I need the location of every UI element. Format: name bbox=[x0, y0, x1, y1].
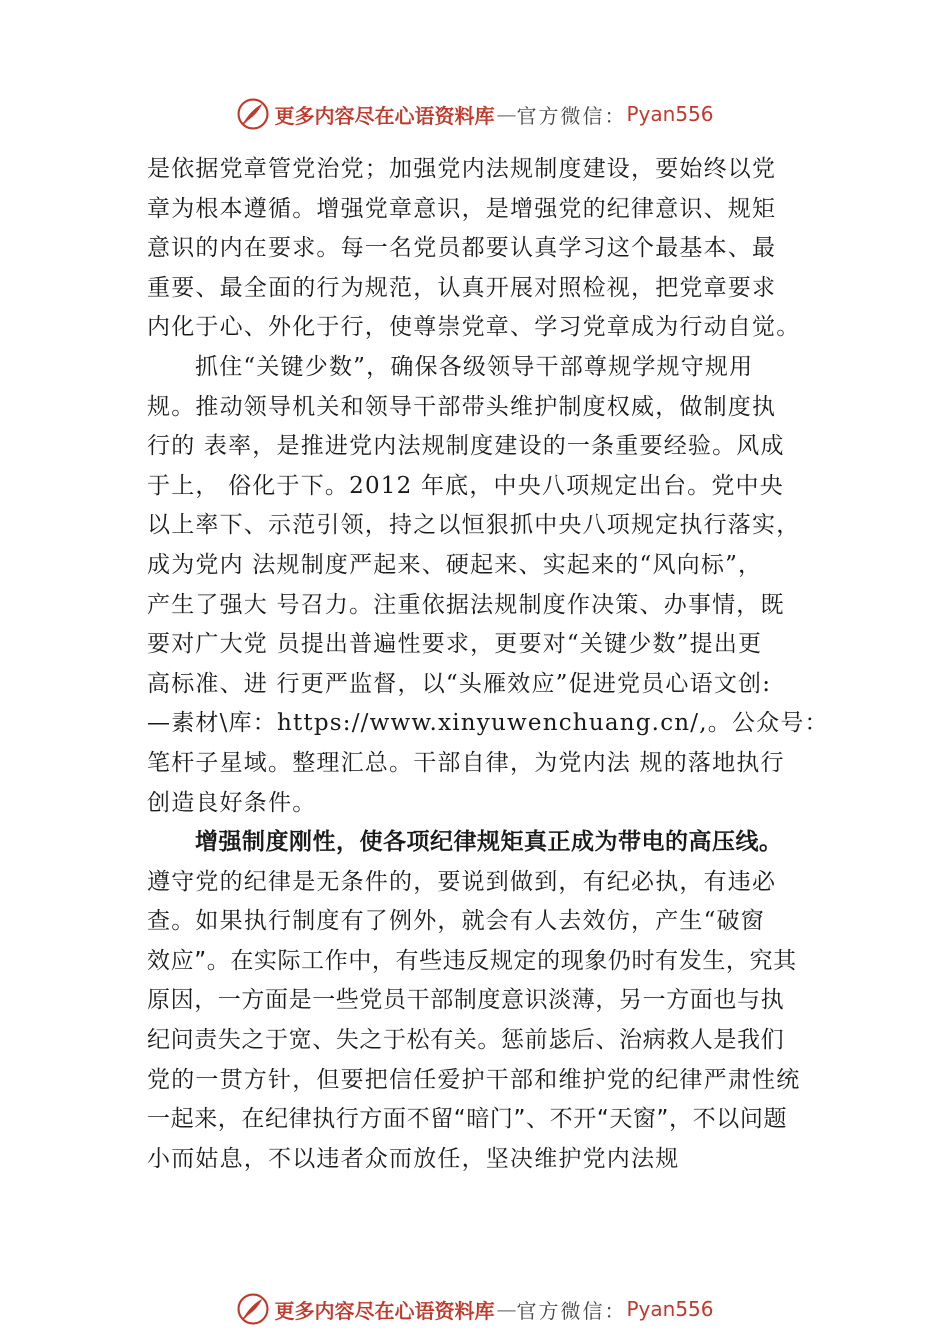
body-text-line: 是依据党章管党治党；加强党内法规制度建设，要始终以党 bbox=[147, 156, 777, 182]
section-heading-line: 增强制度刚性，使各项纪律规矩真正成为带电的高压线。 bbox=[195, 829, 783, 856]
body-text-line: 意识的内在要求。每一名党员都要认真学习这个最基本、最 bbox=[147, 235, 777, 262]
body-text-line: 高标准、进 行更严监督，以“头雁效应”促进党员心语文创: bbox=[147, 670, 772, 697]
body-text-line: 查。如果执行制度有了例外，就会有人去效仿，产生“破窗 bbox=[147, 908, 765, 935]
body-text-line: 内化于心、外化于行，使尊崇党章、学习党章成为行动自觉。 bbox=[147, 314, 801, 341]
body-text-line: 遵守党的纪律是无条件的，要说到做到，有纪必执，有违必 bbox=[147, 868, 777, 895]
body-text-line: 章为根本遵循。增强党章意识，是增强党的纪律意识、规矩 bbox=[147, 195, 777, 222]
body-text-line: 行的 表率，是推进党内法规制度建设的一条重要经验。风成 bbox=[147, 433, 785, 460]
quill-logo-icon bbox=[236, 97, 270, 131]
body-text-line: 创造良好条件。 bbox=[147, 789, 317, 816]
body-text-line: 重要、最全面的行为规范，认真开展对照检视，把党章要求 bbox=[147, 274, 777, 301]
quill-logo-icon bbox=[236, 1292, 270, 1326]
body-text-line: 于上， 俗化于下。2012 年底，中央八项规定出台。党中央 bbox=[147, 472, 784, 499]
body-text-line: 纪问责失之于宽、失之于松有关。惩前毖后、治病救人是我们 bbox=[147, 1027, 785, 1054]
banner-wechat-id: Pyan556 bbox=[626, 102, 714, 126]
body-text-line: 产生了强大 号召力。注重依据法规制度作决策、办事情，既 bbox=[147, 591, 785, 618]
banner-wechat-label: 官方微信： bbox=[516, 103, 627, 128]
body-text-line: 小而姑息，不以违者众而放任，坚决维护党内法规 bbox=[147, 1145, 680, 1172]
body-text-line: 抓住“关键少数”，确保各级领导干部尊规学规守规用 bbox=[195, 353, 754, 380]
body-text-line: 要对广大党 员提出普遍性要求，更要对“关键少数”提出更 bbox=[147, 631, 763, 658]
body-text-line: 原因，一方面是一些党员干部制度意识淡薄，另一方面也与执 bbox=[147, 987, 785, 1014]
body-text-line: 以上率下、示范引领，持之以恒狠抓中央八项规定执行落实， bbox=[147, 512, 801, 539]
body-text-line: 规。推动领导机关和领导干部带头维护制度权威，做制度执 bbox=[147, 393, 777, 420]
document-body bbox=[147, 150, 837, 1179]
body-text-line: 效应”。在实际工作中，有些违反规定的现象仍时有发生，究其 bbox=[147, 947, 797, 974]
banner-title: 更多内容尽在心语资料库 bbox=[274, 1298, 495, 1323]
body-text-line: 成为党内 法规制度严起来、硬起来、实起来的“风向标”， bbox=[147, 551, 763, 578]
body-text-line: —素材\库：https://www.xinyuwenchuang.cn/,。公众号： bbox=[147, 710, 829, 737]
body-text-line: 一起来，在纪律执行方面不留“暗门”、不开“天窗”，不以问题 bbox=[147, 1106, 788, 1133]
banner-wechat-id: Pyan556 bbox=[626, 1297, 714, 1321]
header-banner bbox=[0, 94, 950, 134]
body-text-line: 笔杆子星域。整理汇总。干部自律，为党内法 规的落地执行 bbox=[147, 749, 785, 776]
banner-separator: — bbox=[496, 1297, 517, 1321]
banner-separator: — bbox=[496, 102, 517, 126]
banner-wechat-label: 官方微信： bbox=[516, 1298, 627, 1323]
banner-title: 更多内容尽在心语资料库 bbox=[274, 103, 495, 128]
footer-banner bbox=[0, 1289, 950, 1329]
body-text-line: 党的一贯方针，但要把信任爱护干部和维护党的纪律严肃性统 bbox=[147, 1066, 801, 1093]
